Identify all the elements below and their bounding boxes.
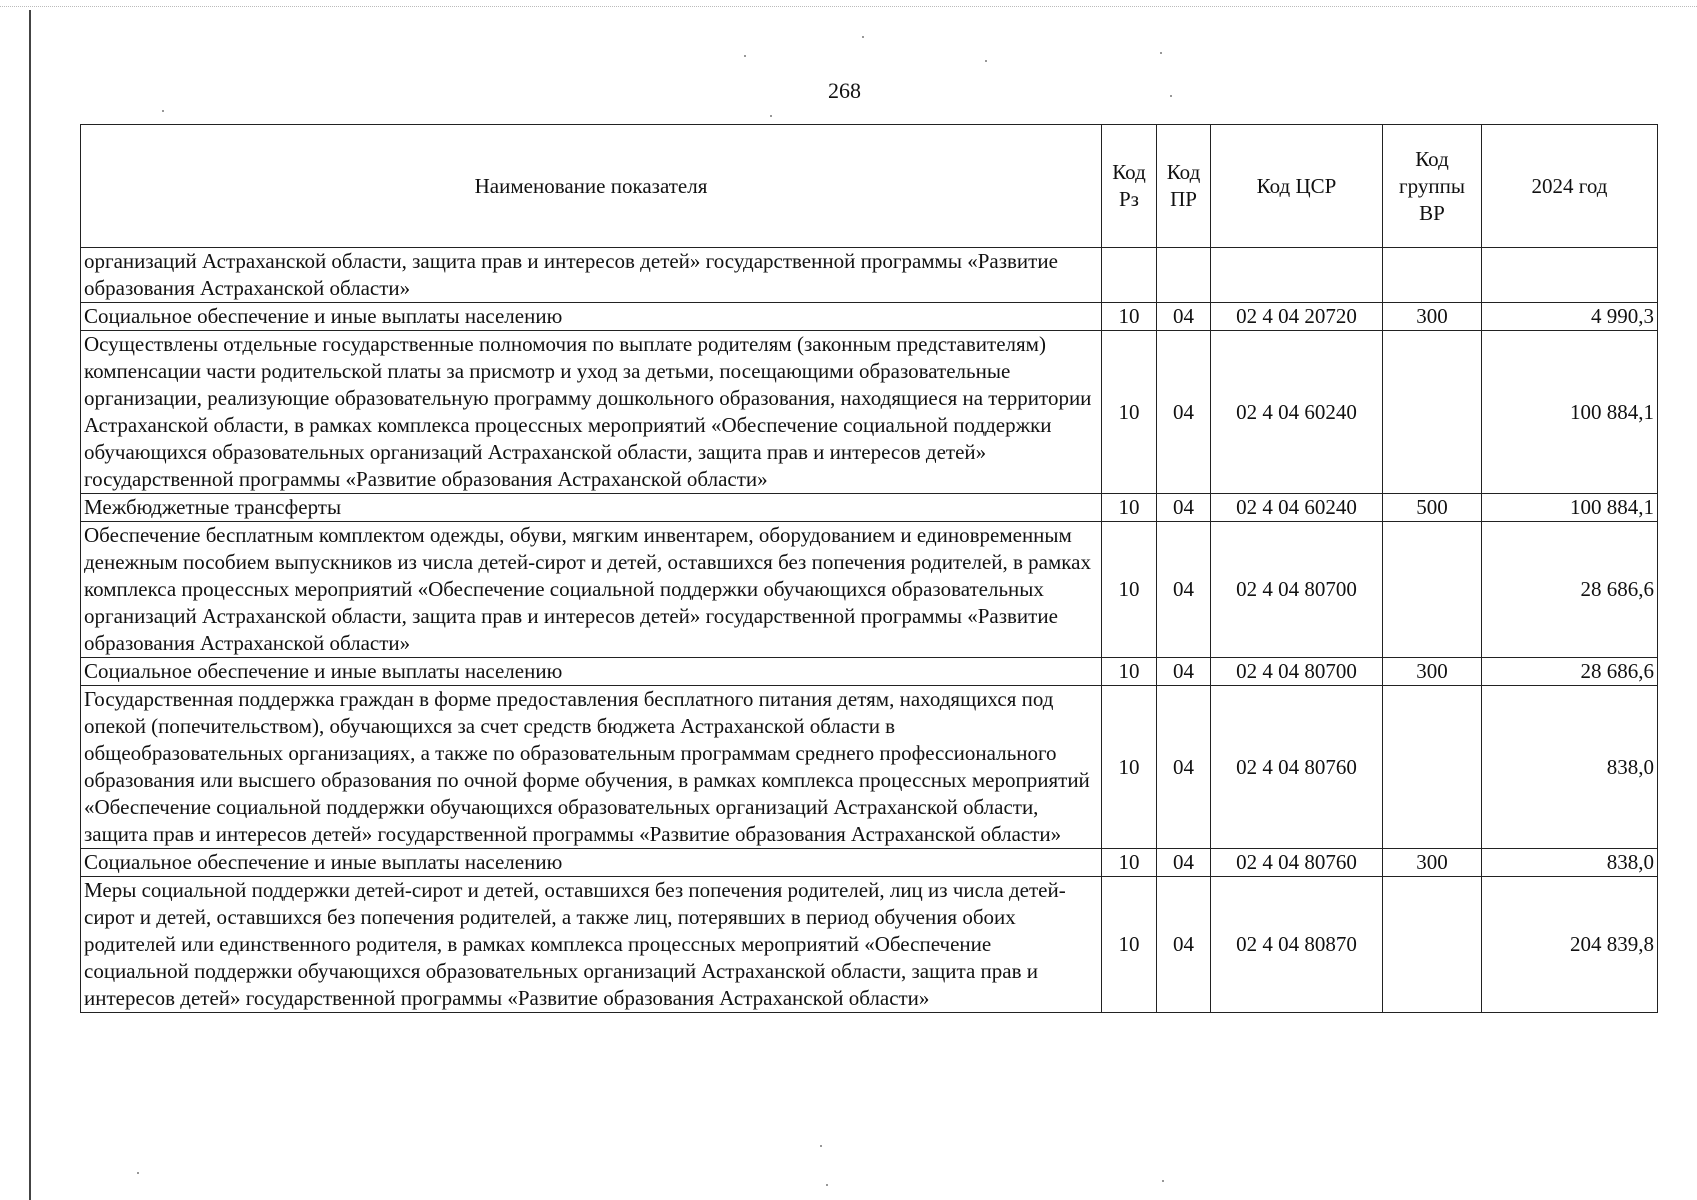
scan-speck: [1160, 52, 1162, 54]
header-pr: Код ПР: [1157, 125, 1211, 248]
row-rz: 10: [1102, 303, 1157, 331]
row-name: Социальное обеспечение и иные выплаты населению: [81, 849, 1102, 877]
row-vr: 500: [1383, 494, 1482, 522]
row-name: Социальное обеспечение и иные выплаты населению: [81, 658, 1102, 686]
scan-speck: [862, 36, 864, 38]
row-vr: 300: [1383, 849, 1482, 877]
scan-speck: [137, 1172, 139, 1174]
header-rz: Код Рз: [1102, 125, 1157, 248]
row-pr: 04: [1157, 494, 1211, 522]
row-csr: 02 4 04 60240: [1211, 494, 1383, 522]
row-csr: [1211, 248, 1383, 303]
row-rz: 10: [1102, 849, 1157, 877]
table-row: [81, 248, 1658, 303]
row-csr: 02 4 04 80760: [1211, 686, 1383, 849]
row-sum: 28 686,6: [1482, 522, 1658, 658]
row-rz: 10: [1102, 331, 1157, 494]
page-number: 268: [828, 78, 861, 103]
table-row: [81, 849, 1658, 877]
scan-speck: [770, 115, 772, 117]
row-sum: 4 990,3: [1482, 303, 1658, 331]
row-csr: 02 4 04 20720: [1211, 303, 1383, 331]
scan-speck: [744, 55, 746, 57]
row-pr: 04: [1157, 686, 1211, 849]
row-sum: 100 884,1: [1482, 494, 1658, 522]
header-vr: Код группы ВР: [1383, 125, 1482, 248]
page-top-edge: [0, 6, 1697, 7]
row-rz: 10: [1102, 494, 1157, 522]
row-name: Межбюджетные трансферты: [81, 494, 1102, 522]
page-binding-edge: [29, 10, 31, 1200]
table-row: [81, 658, 1658, 686]
row-csr: 02 4 04 80760: [1211, 849, 1383, 877]
row-name: Меры социальной поддержки детей-сирот и детей, оставшихся без попечения родителей, лиц из числа детей-сирот и детей, оставшихся без попечения родителей, а также лиц, потерявших в период обучения обоих родителей или единственного родителя, в рамках комплекса процессных мероприятий «Обеспечение социальной поддержки обучающихся образовательных организаций Астраханской области, защита прав и интересов детей» государственной программы «Развитие образования Астраханской области»: [81, 877, 1102, 1013]
row-vr: [1383, 877, 1482, 1013]
row-vr: 300: [1383, 303, 1482, 331]
row-vr: [1383, 331, 1482, 494]
row-rz: 10: [1102, 686, 1157, 849]
row-rz: [1102, 248, 1157, 303]
table-row: [81, 522, 1658, 658]
scan-speck: [1162, 1180, 1164, 1182]
row-rz: 10: [1102, 658, 1157, 686]
table-row: [81, 331, 1658, 494]
table-row: [81, 686, 1658, 849]
row-sum: 838,0: [1482, 849, 1658, 877]
scan-speck: [826, 1184, 828, 1186]
budget-table: [80, 124, 1658, 1013]
scan-speck: [1170, 95, 1172, 97]
row-sum: [1482, 248, 1658, 303]
row-sum: 100 884,1: [1482, 331, 1658, 494]
table-row: [81, 494, 1658, 522]
row-pr: 04: [1157, 849, 1211, 877]
row-pr: 04: [1157, 658, 1211, 686]
header-csr: Код ЦСР: [1211, 125, 1383, 248]
row-vr: [1383, 522, 1482, 658]
row-csr: 02 4 04 80700: [1211, 658, 1383, 686]
row-name: организаций Астраханской области, защита прав и интересов детей» государственной программы «Развитие образования Астраханской области»: [81, 248, 1102, 303]
row-vr: [1383, 686, 1482, 849]
row-csr: 02 4 04 60240: [1211, 331, 1383, 494]
row-pr: [1157, 248, 1211, 303]
scan-speck: [985, 60, 987, 62]
row-pr: 04: [1157, 522, 1211, 658]
row-csr: 02 4 04 80870: [1211, 877, 1383, 1013]
scan-speck: [162, 110, 164, 112]
row-rz: 10: [1102, 877, 1157, 1013]
row-sum: 28 686,6: [1482, 658, 1658, 686]
row-pr: 04: [1157, 877, 1211, 1013]
row-vr: 300: [1383, 658, 1482, 686]
row-name: Социальное обеспечение и иные выплаты населению: [81, 303, 1102, 331]
row-name: Осуществлены отдельные государственные полномочия по выплате родителям (законным представителям) компенсации части родительской платы за присмотр и уход за детьми, посещающими образовательные организации, реализующие образовательную программу дошкольного образования, находящиеся на территории Астраханской области, в рамках комплекса процессных мероприятий «Обеспечение социальной поддержки обучающихся образовательных организаций Астраханской области, защита прав и интересов детей» государственной программы «Развитие образования Астраханской области»: [81, 331, 1102, 494]
header-year: 2024 год: [1482, 125, 1658, 248]
row-csr: 02 4 04 80700: [1211, 522, 1383, 658]
row-pr: 04: [1157, 303, 1211, 331]
row-pr: 04: [1157, 331, 1211, 494]
scan-speck: [820, 1145, 822, 1147]
row-sum: 838,0: [1482, 686, 1658, 849]
row-vr: [1383, 248, 1482, 303]
table-row: [81, 303, 1658, 331]
row-sum: 204 839,8: [1482, 877, 1658, 1013]
row-rz: 10: [1102, 522, 1157, 658]
header-name: Наименование показателя: [81, 125, 1102, 248]
table-row: [81, 877, 1658, 1013]
table-header-row: [81, 125, 1658, 248]
row-name: Государственная поддержка граждан в форме предоставления бесплатного питания детям, находящихся под опекой (попечительством), обучающихся за счет средств бюджета Астраханской области в общеобразовательных организациях, а также по образовательным программам среднего профессионального образования или высшего образования по очной форме обучения, в рамках комплекса процессных мероприятий «Обеспечение социальной поддержки обучающихся образовательных организаций Астраханской области, защита прав и интересов детей» государственной программы «Развитие образования Астраханской области»: [81, 686, 1102, 849]
row-name: Обеспечение бесплатным комплектом одежды, обуви, мягким инвентарем, оборудованием и единовременным денежным пособием выпускников из числа детей-сирот и детей, оставшихся без попечения родителей, в рамках комплекса процессных мероприятий «Обеспечение социальной поддержки обучающихся образовательных организаций Астраханской области, защита прав и интересов детей» государственной программы «Развитие образования Астраханской области»: [81, 522, 1102, 658]
